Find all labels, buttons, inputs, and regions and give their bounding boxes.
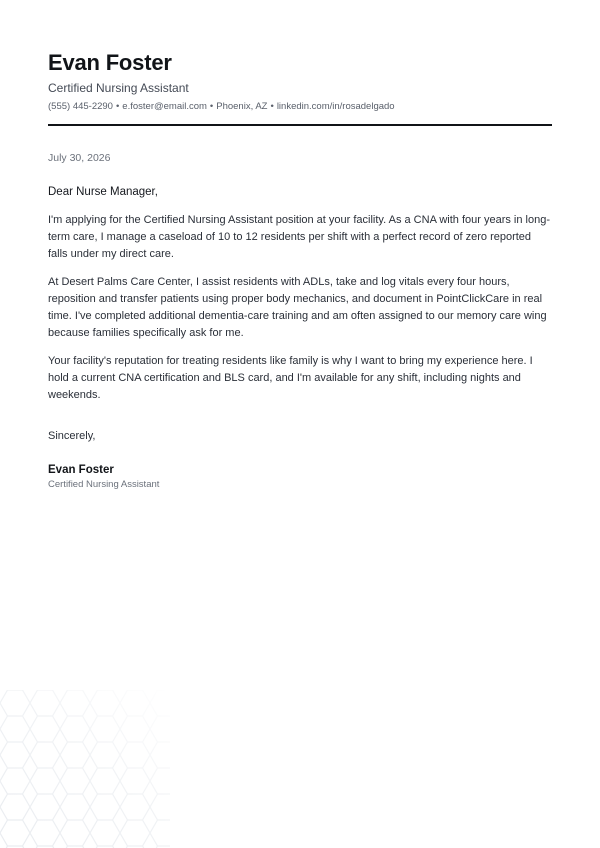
body-paragraph-1: I'm applying for the Certified Nursing Assistant position at your facility. As a CNA with four years in long-term care, I manage a caseload of 10 to 12 residents per shift with a perfect record of zero reported falls under my direct care. — [48, 214, 551, 260]
contact-line — [48, 101, 552, 113]
body-paragraph-2: At Desert Palms Care Center, I assist residents with ADLs, take and log vitals every four hours, reposition and transfer patients using proper body mechanics, and document in PointClickCare in real time. I've completed additional dementia-care training and am often assigned to our memory care wing because families specifically ask for me. — [48, 276, 547, 339]
separator: • — [270, 101, 274, 112]
separator: • — [115, 101, 120, 112]
applicant-name: Evan Foster — [48, 50, 172, 75]
closing: Sincerely, — [48, 430, 96, 442]
signature-name: Evan Foster — [48, 464, 114, 476]
phone-text: (555) 445-2290 — [48, 101, 113, 112]
letter-date: July 30, 2026 — [48, 152, 111, 164]
location-text: Phoenix, AZ — [216, 101, 268, 112]
salutation: Dear Nurse Manager, — [48, 186, 158, 198]
header-divider — [48, 124, 552, 126]
hexagon-pattern-decoration — [0, 690, 170, 848]
separator: • — [209, 101, 214, 112]
cover-letter — [48, 50, 552, 491]
applicant-title: Certified Nursing Assistant — [48, 81, 189, 95]
body-paragraph-3: Your facility's reputation for treating residents like family is why I want to bring my experience here. I hold a current CNA certification and BLS card, and I'm available for any shift, including nights and weekends. — [48, 355, 533, 401]
linkedin-link[interactable]: linkedin.com/in/rosadelgado — [276, 101, 395, 112]
signature-title: Certified Nursing Assistant — [48, 479, 160, 490]
email-link[interactable]: e.foster@email.com — [122, 101, 207, 112]
